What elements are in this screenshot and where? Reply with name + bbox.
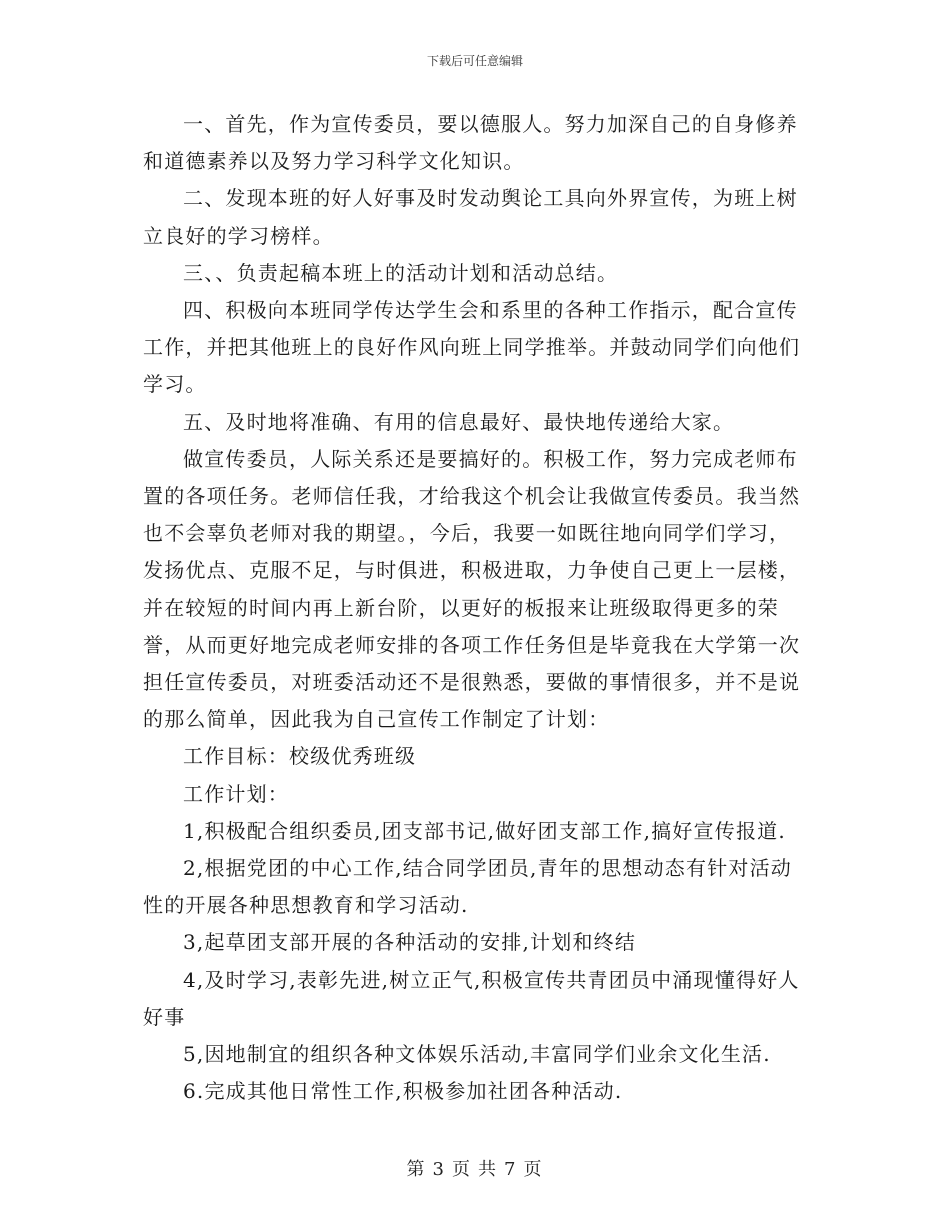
- paragraph-duty-5: 五、及时地将准确、有用的信息最好、最快地传递给大家。: [183, 409, 735, 434]
- paragraph-summary: 做宣传委员，人际关系还是要搞好的。积极工作，努力完成老师布置的各项任务。老师信任我，才给我这个机会让我做宣传委员。我当然也不会辜负老师对我的期望。，今后，我要一如既往地向同学们学习，发扬优点、克服不足，与时俱进，积极进取，力争使自己更上一层楼，并在较短的时间内再上新台阶，以更好的板报来让班级取得更多的荣誉，从而更好地完成老师安排的各项工作任务但是毕竟我在大学第一次担任宣传委员，对班委活动还不是很熟悉，要做的事情很多，并不是说的那么简单，因此我为自己宣传工作制定了计划：: [143, 446, 801, 732]
- paragraph-duty-4: 四、积极向本班同学传达学生会和系里的各种工作指示，配合宣传工作，并把其他班上的良好作风向班上同学推举。并鼓动同学们向他们学习。: [143, 298, 801, 397]
- plan-item-3: 3,起草团支部开展的各种活动的安排,计划和终结: [183, 930, 637, 955]
- plan-item-6: 6.完成其他日常性工作,积极参加社团各种活动.: [183, 1079, 623, 1104]
- footer-label-gong: 共: [478, 1159, 498, 1180]
- page-footer: [0, 1155, 950, 1181]
- paragraph-duty-1: 一、首先，作为宣传委员，要以德服人。努力加深自己的自身修养和道德素养以及努力学习科学文化知识。: [143, 112, 798, 174]
- document-body: [143, 106, 811, 1110]
- paragraph-plan-heading: 工作计划：: [183, 781, 289, 806]
- paragraph-goal: 工作目标：校级优秀班级: [183, 744, 417, 769]
- paragraph-duty-2: 二、发现本班的好人好事及时发动舆论工具向外界宣传，为班上树立良好的学习榜样。: [143, 186, 798, 248]
- footer-total-pages: 7: [504, 1159, 518, 1180]
- paragraph-duty-3: 三、、负责起稿本班上的活动计划和活动总结。: [183, 260, 619, 285]
- page-header: 下载后可任意编辑: [426, 54, 523, 68]
- footer-label-di: 第: [406, 1159, 427, 1180]
- plan-item-2: 2,根据党团的中心工作,结合同学团员,青年的思想动态有针对活动性的开展各种思想教育和学习活动.: [143, 856, 792, 918]
- footer-page-number: 3: [432, 1159, 446, 1180]
- plan-item-1: 1,积极配合组织委员,团支部书记,做好团支部工作,搞好宣传报道.: [183, 818, 786, 843]
- footer-label-ye: 页: [452, 1159, 472, 1180]
- plan-item-4: 4,及时学习,表彰先进,树立正气,积极宣传共青团员中涌现懂得好人好事: [143, 967, 800, 1029]
- footer-label-ye-2: 页: [523, 1159, 544, 1180]
- plan-item-5: 5,因地制宜的组织各种文体娱乐活动,丰富同学们业余文化生活.: [183, 1042, 771, 1067]
